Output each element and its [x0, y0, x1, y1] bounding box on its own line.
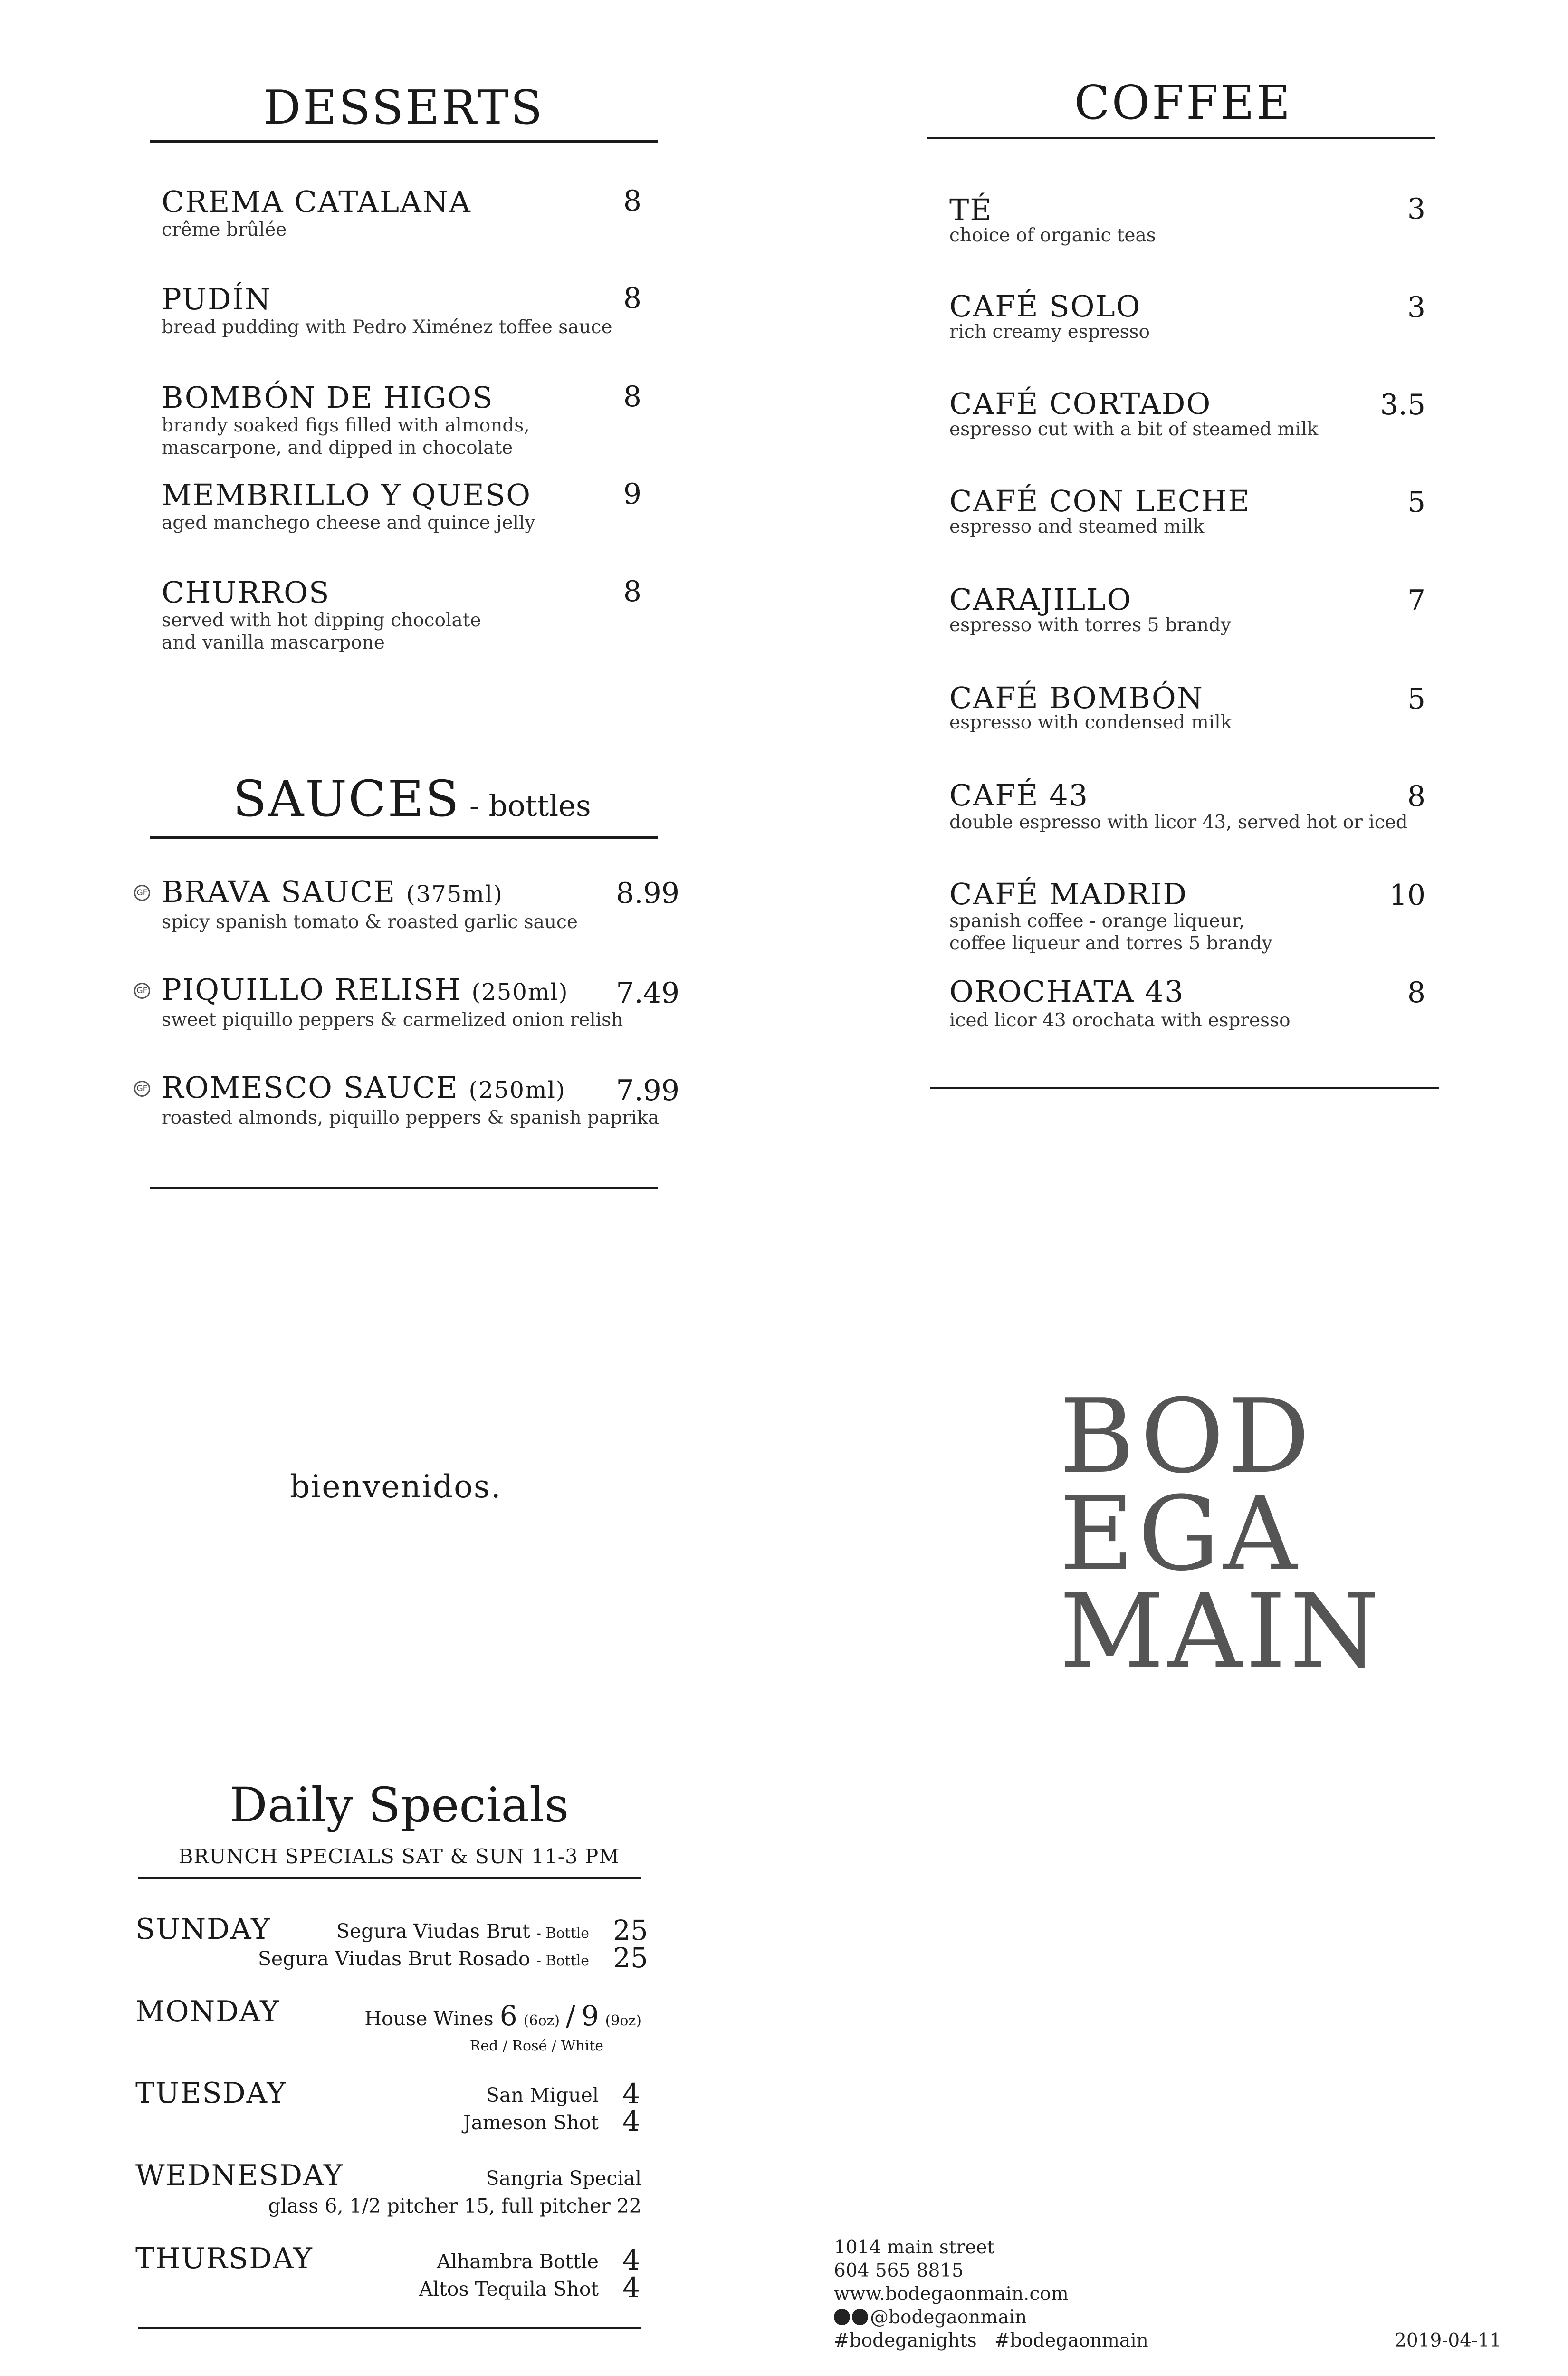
sauce-name-row: [162, 972, 568, 1007]
coffee-name: CAFÉ MADRID: [949, 877, 1188, 911]
sauce-desc: spicy spanish tomato & roasted garlic sauce: [162, 911, 578, 933]
coffee-price: 7: [1407, 584, 1425, 617]
dessert-price: 8: [623, 380, 641, 413]
dessert-desc: and vanilla mascarpone: [162, 632, 385, 653]
dessert-desc: aged manchego cheese and quince jelly: [162, 512, 535, 534]
special-item: Segura Viudas Brut Rosado: [258, 1947, 530, 1970]
special-item: Alhambra Bottle: [437, 2250, 599, 2273]
footer-contact: [834, 2236, 1148, 2352]
twitter-icon: [852, 2309, 868, 2325]
coffee-desc: spanish coffee - orange liqueur,: [949, 910, 1245, 932]
special-price: 4: [622, 2105, 640, 2137]
coffee-desc: espresso cut with a bit of steamed milk: [949, 419, 1319, 440]
footer-phone: 604 565 8815: [834, 2260, 964, 2281]
coffee-end-rule: [930, 1087, 1439, 1089]
coffee-name: OROCHATA 43: [949, 974, 1185, 1009]
monday-note: Red / Rosé / White: [469, 2038, 603, 2054]
special-price: 4: [622, 2244, 640, 2276]
monday-line1: [238, 2000, 641, 2032]
footer-address: 1014 main street: [834, 2237, 995, 2258]
sauce-name-row: [162, 874, 503, 909]
special-separator: /: [566, 2000, 575, 2032]
logo-line: EGA: [1060, 1474, 1301, 1593]
coffee-price: 5: [1407, 486, 1425, 519]
footer-website[interactable]: www.bodegaonmain.com: [834, 2283, 1069, 2305]
dessert-desc: brandy soaked figs filled with almonds,: [162, 415, 530, 436]
footer-social-handle: @bodegaonmain: [870, 2307, 1027, 2328]
coffee-name: CARAJILLO: [949, 582, 1132, 617]
dessert-price: 8: [623, 282, 641, 315]
coffee-desc: double espresso with licor 43, served hot or iced: [949, 812, 1408, 833]
coffee-desc: espresso and steamed milk: [949, 516, 1205, 537]
special-price: 4: [622, 2078, 640, 2110]
dessert-price: 8: [623, 575, 641, 608]
coffee-desc: iced licor 43 orochata with espresso: [949, 1010, 1291, 1031]
gluten-free-icon: GF: [134, 1081, 150, 1097]
sauce-price: 7.99: [616, 1074, 679, 1107]
dessert-desc: served with hot dipping chocolate: [162, 610, 481, 631]
coffee-name: CAFÉ BOMBÓN: [949, 680, 1204, 715]
sauce-price: 8.99: [616, 877, 679, 910]
coffee-desc: espresso with condensed milk: [949, 712, 1232, 733]
special-price: 6: [499, 2000, 517, 2032]
coffee-price: 3.5: [1380, 388, 1425, 422]
sunday-line1: [238, 1920, 589, 1943]
day-thursday: THURSDAY: [135, 2242, 313, 2275]
day-monday: MONDAY: [135, 1995, 280, 2028]
day-wednesday: WEDNESDAY: [135, 2159, 344, 2192]
sauces-title: SAUCES: [233, 770, 460, 828]
specials-subtitle: BRUNCH SPECIALS SAT & SUN 11-3 PM: [178, 1845, 620, 1868]
dessert-price: 9: [623, 478, 641, 511]
coffee-title: COFFEE: [1074, 76, 1292, 130]
dessert-name: CREMA CATALANA: [162, 184, 471, 219]
logo-line: BOD: [1060, 1377, 1314, 1496]
coffee-name: CAFÉ SOLO: [949, 289, 1141, 324]
dessert-desc: crême brûlée: [162, 219, 287, 240]
footer-date: 2019-04-11: [1395, 2330, 1501, 2351]
coffee-price: 3: [1407, 192, 1425, 226]
special-price: 25: [613, 1942, 648, 1974]
coffee-price: 8: [1407, 780, 1425, 813]
footer-hashtags: #bodeganights #bodegaonmain: [834, 2330, 1148, 2351]
sauces-subtitle: - bottles: [469, 788, 591, 823]
sauce-size: (250ml): [468, 1077, 566, 1103]
sauce-desc: sweet piquillo peppers & carmelized onion relish: [162, 1009, 623, 1031]
dessert-desc: mascarpone, and dipped in chocolate: [162, 437, 513, 459]
special-price: 25: [613, 1914, 648, 1946]
sauce-size: (375ml): [406, 881, 503, 908]
coffee-name: CAFÉ CORTADO: [949, 386, 1212, 421]
special-size: (9oz): [605, 2012, 641, 2029]
dessert-name: BOMBÓN DE HIGOS: [162, 380, 494, 415]
sauces-heading: [233, 770, 591, 828]
dessert-desc: bread pudding with Pedro Ximénez toffee sauce: [162, 316, 612, 338]
day-tuesday: TUESDAY: [135, 2077, 287, 2110]
sauce-price: 7.49: [616, 977, 679, 1010]
special-item: San Miguel: [486, 2084, 599, 2107]
sauces-rule: [150, 836, 658, 839]
special-item: Altos Tequila Shot: [419, 2278, 599, 2300]
special-item: Jameson Shot: [463, 2111, 599, 2134]
coffee-price: 3: [1407, 291, 1425, 324]
sauce-name: PIQUILLO RELISH: [162, 972, 461, 1007]
welcome-text: bienvenidos.: [290, 1468, 502, 1505]
specials-end-rule: [138, 2327, 641, 2329]
dessert-name: MEMBRILLO Y QUESO: [162, 478, 532, 512]
coffee-desc: espresso with torres 5 brandy: [949, 614, 1231, 636]
dessert-price: 8: [623, 184, 641, 218]
coffee-desc: coffee liqueur and torres 5 brandy: [949, 933, 1272, 954]
coffee-desc: rich creamy espresso: [949, 321, 1150, 343]
sauces-end-rule: [150, 1187, 658, 1189]
day-sunday: SUNDAY: [135, 1913, 271, 1946]
gluten-free-icon: GF: [134, 983, 150, 999]
sauce-name: ROMESCO SAUCE: [162, 1070, 459, 1105]
dessert-name: PUDÍN: [162, 282, 272, 316]
specials-rule: [138, 1877, 641, 1879]
dessert-name: CHURROS: [162, 575, 330, 610]
gluten-free-icon: GF: [134, 885, 150, 901]
special-item: House Wines: [364, 2007, 494, 2030]
sauce-name: BRAVA SAUCE: [162, 874, 396, 909]
specials-title: Daily Specials: [229, 1777, 569, 1833]
coffee-price: 8: [1407, 976, 1425, 1009]
desserts-rule: [150, 140, 658, 143]
special-suffix: - Bottle: [536, 1925, 589, 1942]
sauce-desc: roasted almonds, piquillo peppers & spanish paprika: [162, 1107, 660, 1129]
special-item: Sangria Special: [486, 2167, 641, 2190]
desserts-title: DESSERTS: [263, 81, 545, 135]
logo-line: MAIN: [1060, 1571, 1383, 1691]
sunday-line2: [238, 1947, 589, 1970]
special-item: Segura Viudas Brut: [336, 1920, 530, 1943]
coffee-name: CAFÉ 43: [949, 778, 1089, 813]
sauce-size: (250ml): [471, 979, 569, 1006]
coffee-rule: [927, 137, 1435, 139]
special-price: 9: [581, 2000, 599, 2032]
coffee-desc: choice of organic teas: [949, 225, 1156, 246]
instagram-icon: [834, 2309, 850, 2325]
coffee-price: 5: [1407, 682, 1425, 716]
special-size: (6oz): [523, 2012, 560, 2029]
coffee-name: TÉ: [949, 192, 993, 227]
special-price: 4: [622, 2271, 640, 2304]
special-detail: glass 6, 1/2 pitcher 15, full pitcher 22: [268, 2194, 641, 2217]
footer-social-row: [834, 2306, 1148, 2329]
sauce-name-row: [162, 1070, 566, 1105]
coffee-name: CAFÉ CON LECHE: [949, 484, 1251, 518]
coffee-price: 10: [1389, 879, 1425, 912]
bodega-main-logo: [1060, 1377, 1383, 1691]
special-suffix: - Bottle: [536, 1953, 589, 1969]
